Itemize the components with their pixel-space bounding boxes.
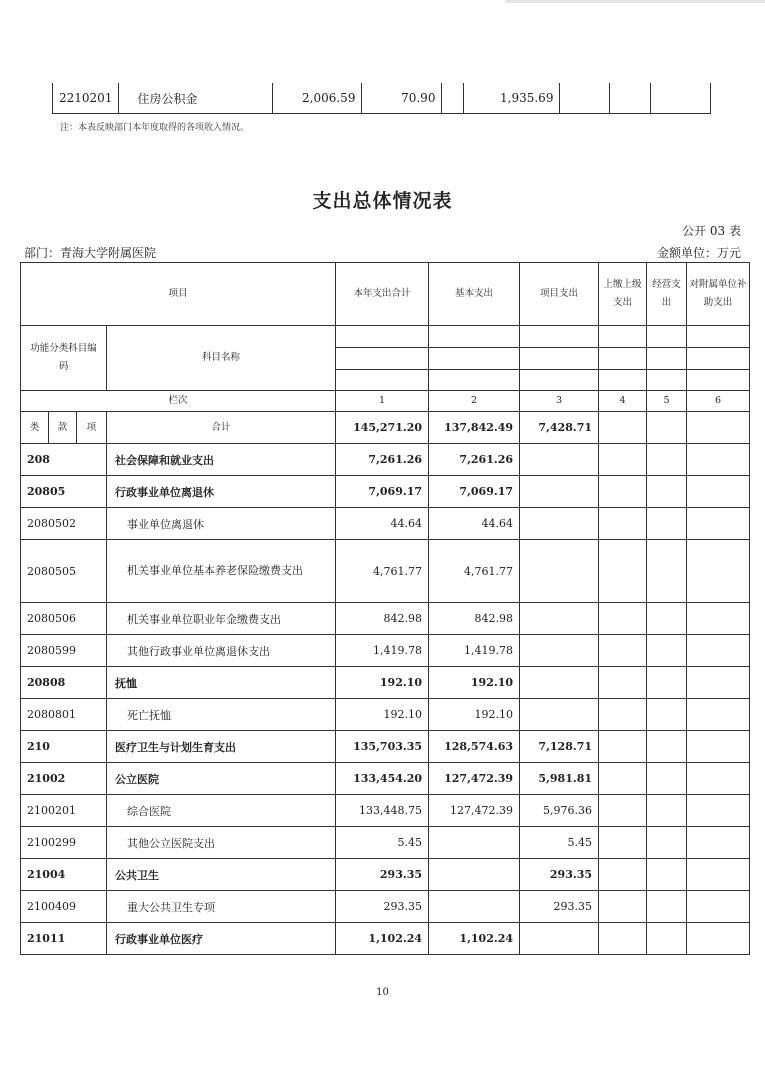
col-number: 4 bbox=[599, 391, 647, 412]
table-row bbox=[21, 540, 750, 603]
row-total: 7,069.17 bbox=[336, 476, 429, 508]
prev-basic: 70.90 bbox=[362, 83, 442, 114]
row-name: 抚恤 bbox=[107, 667, 336, 699]
table-row bbox=[21, 444, 750, 476]
row-name: 事业单位离退休 bbox=[107, 508, 336, 540]
prev-total: 2,006.59 bbox=[273, 83, 362, 114]
table-row bbox=[21, 795, 750, 827]
page-number: 10 bbox=[376, 987, 389, 998]
row-total: 293.35 bbox=[336, 891, 429, 923]
form-code: 公开 03 表 bbox=[682, 224, 741, 238]
row-name: 医疗卫生与计划生育支出 bbox=[107, 731, 336, 763]
row-basic: 44.64 bbox=[429, 508, 520, 540]
row-project: 293.35 bbox=[520, 891, 599, 923]
row-name: 公共卫生 bbox=[107, 859, 336, 891]
table-row bbox=[21, 923, 750, 955]
row-basic: 7,261.26 bbox=[429, 444, 520, 476]
col-number: 6 bbox=[687, 391, 750, 412]
row-code: 2080599 bbox=[21, 635, 107, 667]
prev-empty-3 bbox=[651, 83, 711, 114]
row-name: 死亡抚恤 bbox=[107, 699, 336, 731]
header-total: 本年支出合计 bbox=[336, 263, 429, 326]
col-number: 5 bbox=[647, 391, 687, 412]
col-number: 1 bbox=[336, 391, 429, 412]
row-name: 综合医院 bbox=[107, 795, 336, 827]
row-basic: 192.10 bbox=[429, 699, 520, 731]
row-name: 机关事业单位职业年金缴费支出 bbox=[107, 603, 336, 635]
header-kuan: 款 bbox=[49, 412, 77, 444]
row-code: 21011 bbox=[21, 923, 107, 955]
row-basic bbox=[429, 827, 520, 859]
row-code: 2080502 bbox=[21, 508, 107, 540]
table-row bbox=[21, 763, 750, 795]
row-project: 7,128.71 bbox=[520, 731, 599, 763]
header-project: 项目支出 bbox=[520, 263, 599, 326]
header-subject-name: 科目名称 bbox=[107, 326, 336, 391]
header-rownum: 栏次 bbox=[21, 391, 336, 412]
row-project bbox=[520, 476, 599, 508]
table-row bbox=[53, 83, 711, 114]
row-code: 21004 bbox=[21, 859, 107, 891]
row-basic: 127,472.39 bbox=[429, 763, 520, 795]
row-total: 7,261.26 bbox=[336, 444, 429, 476]
row-total: 1,419.78 bbox=[336, 635, 429, 667]
row-basic bbox=[429, 859, 520, 891]
row-total: 133,454.20 bbox=[336, 763, 429, 795]
table-note: 注：本表反映部门本年度取得的各项收入情况。 bbox=[60, 123, 250, 133]
row-name: 其他行政事业单位离退休支出 bbox=[107, 635, 336, 667]
row-total: 133,448.75 bbox=[336, 795, 429, 827]
table-row bbox=[21, 635, 750, 667]
prev-empty-2 bbox=[610, 83, 651, 114]
row-name: 重大公共卫生专项 bbox=[107, 891, 336, 923]
row-code: 2080801 bbox=[21, 699, 107, 731]
header-subsidy: 对附属单位补助支出 bbox=[687, 263, 750, 326]
sum-label: 合计 bbox=[107, 412, 336, 444]
row-basic: 7,069.17 bbox=[429, 476, 520, 508]
row-code: 20808 bbox=[21, 667, 107, 699]
table-row bbox=[21, 827, 750, 859]
row-name: 机关事业单位基本养老保险缴费支出 bbox=[107, 540, 336, 603]
header-xiang: 项 bbox=[77, 412, 107, 444]
row-project bbox=[520, 635, 599, 667]
row-basic: 4,761.77 bbox=[429, 540, 520, 603]
row-project: 5.45 bbox=[520, 827, 599, 859]
header-row bbox=[21, 326, 750, 348]
row-total: 4,761.77 bbox=[336, 540, 429, 603]
header-item: 项目 bbox=[21, 263, 336, 326]
row-code: 21002 bbox=[21, 763, 107, 795]
sum-row bbox=[21, 412, 750, 444]
row-total: 5.45 bbox=[336, 827, 429, 859]
row-project: 5,981.81 bbox=[520, 763, 599, 795]
row-project bbox=[520, 508, 599, 540]
col-number: 2 bbox=[429, 391, 520, 412]
previous-page-table bbox=[52, 83, 711, 114]
header-business: 经营支出 bbox=[647, 263, 687, 326]
row-project: 293.35 bbox=[520, 859, 599, 891]
row-name: 行政事业单位医疗 bbox=[107, 923, 336, 955]
top-edge-line bbox=[505, 0, 765, 3]
row-code: 208 bbox=[21, 444, 107, 476]
row-basic: 128,574.63 bbox=[429, 731, 520, 763]
row-basic: 1,419.78 bbox=[429, 635, 520, 667]
sum-project: 7,428.71 bbox=[520, 412, 599, 444]
row-code: 2080506 bbox=[21, 603, 107, 635]
row-total: 135,703.35 bbox=[336, 731, 429, 763]
table-row bbox=[21, 508, 750, 540]
row-total: 1,102.24 bbox=[336, 923, 429, 955]
col-number: 3 bbox=[520, 391, 599, 412]
row-code: 2080505 bbox=[21, 540, 107, 603]
header-row bbox=[21, 391, 750, 412]
row-basic: 1,102.24 bbox=[429, 923, 520, 955]
page-title: 支出总体情况表 bbox=[312, 190, 453, 212]
sum-total: 145,271.20 bbox=[336, 412, 429, 444]
row-code: 2100299 bbox=[21, 827, 107, 859]
row-total: 842.98 bbox=[336, 603, 429, 635]
row-project: 5,976.36 bbox=[520, 795, 599, 827]
row-total: 192.10 bbox=[336, 667, 429, 699]
sum-basic: 137,842.49 bbox=[429, 412, 520, 444]
row-project bbox=[520, 603, 599, 635]
prev-col4 bbox=[442, 83, 464, 114]
row-name: 公立医院 bbox=[107, 763, 336, 795]
row-code: 210 bbox=[21, 731, 107, 763]
row-name: 行政事业单位离退休 bbox=[107, 476, 336, 508]
row-code: 20805 bbox=[21, 476, 107, 508]
expenditure-table bbox=[20, 262, 750, 955]
table-row bbox=[21, 891, 750, 923]
table-row bbox=[21, 859, 750, 891]
table-row bbox=[21, 667, 750, 699]
row-name: 其他公立医院支出 bbox=[107, 827, 336, 859]
header-basic: 基本支出 bbox=[429, 263, 520, 326]
row-code: 2100409 bbox=[21, 891, 107, 923]
row-project bbox=[520, 540, 599, 603]
row-basic: 842.98 bbox=[429, 603, 520, 635]
header-row bbox=[21, 263, 750, 326]
row-total: 44.64 bbox=[336, 508, 429, 540]
prev-empty-1 bbox=[560, 83, 610, 114]
table-row bbox=[21, 603, 750, 635]
prev-project: 1,935.69 bbox=[464, 83, 560, 114]
row-code: 2100201 bbox=[21, 795, 107, 827]
row-basic bbox=[429, 891, 520, 923]
row-total: 293.35 bbox=[336, 859, 429, 891]
header-upper: 上缴上级支出 bbox=[599, 263, 647, 326]
prev-code: 2210201 bbox=[53, 83, 119, 114]
row-basic: 192.10 bbox=[429, 667, 520, 699]
header-func-code: 功能分类科目编码 bbox=[21, 326, 107, 391]
table-row bbox=[21, 699, 750, 731]
row-basic: 127,472.39 bbox=[429, 795, 520, 827]
row-project bbox=[520, 923, 599, 955]
prev-name: 住房公积金 bbox=[119, 83, 273, 114]
table-row bbox=[21, 731, 750, 763]
unit-label: 金额单位：万元 bbox=[656, 246, 741, 260]
row-project bbox=[520, 699, 599, 731]
table-row bbox=[21, 476, 750, 508]
department-label: 部门：青海大学附属医院 bbox=[24, 246, 157, 260]
row-name: 社会保障和就业支出 bbox=[107, 444, 336, 476]
row-project bbox=[520, 444, 599, 476]
row-total: 192.10 bbox=[336, 699, 429, 731]
row-project bbox=[520, 667, 599, 699]
header-lei: 类 bbox=[21, 412, 49, 444]
